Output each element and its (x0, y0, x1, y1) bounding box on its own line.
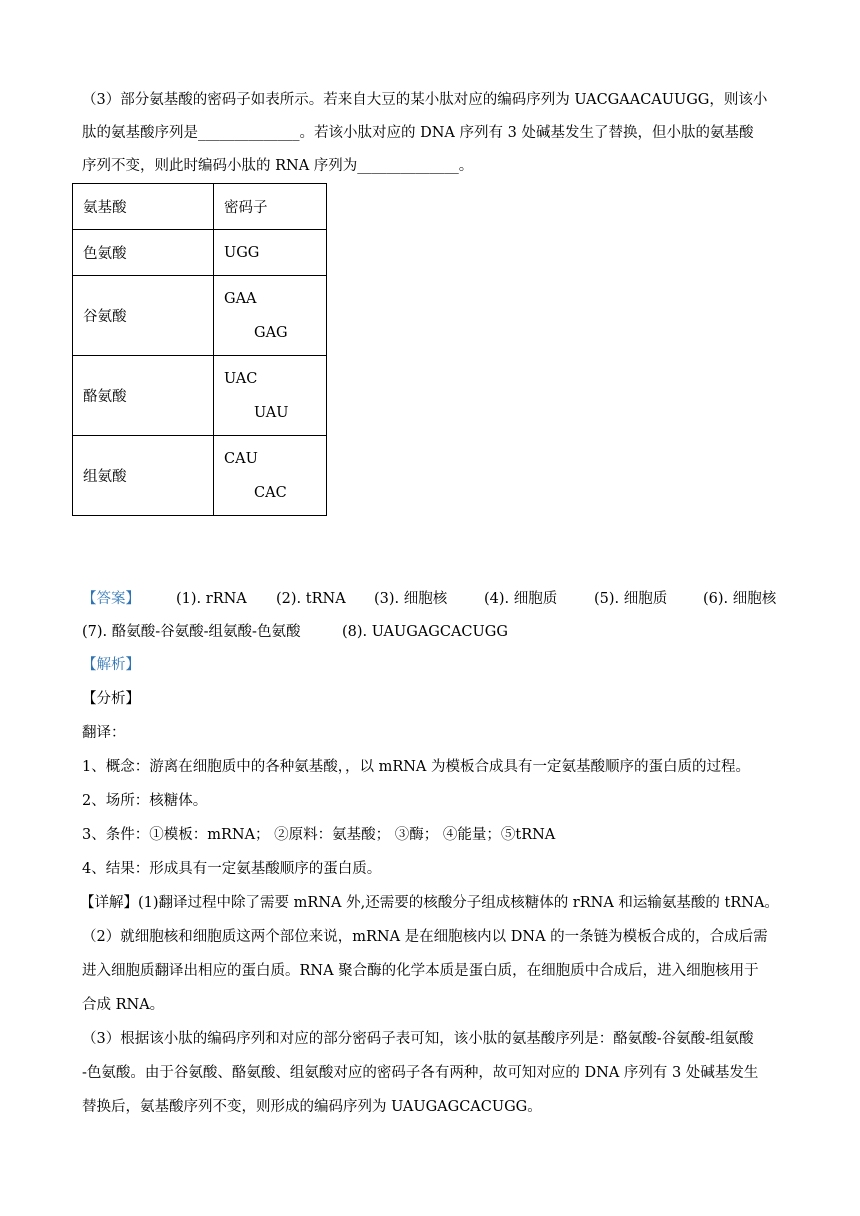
detail-text: (1)翻译过程中除了需要 mRNA 外,还需要的核酸分子组成核糖体的 rRNA 和运输氨基酸的 tRNA。 (138, 895, 779, 911)
table-row (73, 436, 327, 516)
table-row (73, 356, 327, 436)
codon: GAG (254, 324, 288, 341)
answer-tag: 【答案】 (82, 591, 140, 607)
codon-cell (214, 230, 327, 276)
codon: CAC (254, 484, 287, 501)
amino-cell: 酪氨酸 (73, 356, 214, 436)
analysis-title: 翻译： (82, 725, 126, 741)
table-header-amino: 氨基酸 (73, 184, 214, 230)
answer-item: (5). 细胞质 (594, 591, 668, 607)
analysis-point: 3、条件：①模板：mRNA； ②原料：氨基酸； ③酶； ④能量；⑤tRNA (82, 827, 556, 843)
analysis-tag: 【解析】 (82, 657, 140, 673)
detail-line: （3）根据该小肽的编码序列和对应的部分密码子表可知，该小肽的氨基酸序列是：酪氨酸-谷氨酸-组氨酸 (82, 1031, 754, 1047)
codon: CAU (224, 450, 258, 467)
answer-item: (2). tRNA (276, 591, 346, 607)
codon: UAU (254, 404, 289, 421)
table-row (73, 276, 327, 356)
answer-item: (8). UAUGAGCACUGG (342, 624, 508, 640)
detail-line: -色氨酸。由于谷氨酸、酪氨酸、组氨酸对应的密码子各有两种，故可知对应的 DNA 序列有 3 处碱基发生 (82, 1065, 759, 1081)
detail-line: （2）就细胞核和细胞质这两个部位来说，mRNA 是在细胞核内以 DNA 的一条链为模板合成的，合成后需 (82, 929, 768, 945)
detail-paragraph-1 (80, 893, 779, 913)
table-header-row (73, 184, 327, 230)
table-row (73, 230, 327, 276)
codon: GAA (224, 290, 257, 307)
analysis-sub-tag: 【分析】 (82, 691, 140, 707)
codon: UGG (224, 244, 260, 261)
answer-item: (1). rRNA (176, 591, 247, 607)
question-line-3: 序列不变，则此时编码小肽的 RNA 序列为______________。 (82, 158, 474, 174)
analysis-point: 2、场所：核糖体。 (82, 793, 208, 809)
amino-cell: 色氨酸 (73, 230, 214, 276)
answer-item: (7). 酪氨酸-谷氨酸-组氨酸-色氨酸 (82, 624, 301, 640)
analysis-point: 1、概念：游离在细胞质中的各种氨基酸，，以 mRNA 为模板合成具有一定氨基酸顺序的蛋白质的过程。 (82, 759, 751, 775)
answer-item: (3). 细胞核 (374, 591, 448, 607)
detail-line: 合成 RNA。 (82, 997, 165, 1013)
answer-item: (4). 细胞质 (484, 591, 558, 607)
codon-cell (214, 356, 327, 436)
amino-cell: 组氨酸 (73, 436, 214, 516)
codon: UAC (224, 370, 258, 387)
codon-cell (214, 276, 327, 356)
codon-cell (214, 436, 327, 516)
detail-tag: 【详解】 (80, 895, 138, 911)
question-line-2: 肽的氨基酸序列是______________。若该小肽对应的 DNA 序列有 3 处碱基发生了替换，但小肽的氨基酸 (82, 125, 754, 141)
detail-line: 替换后，氨基酸序列不变，则形成的编码序列为 UAUGAGCACUGG。 (82, 1099, 542, 1115)
analysis-point: 4、结果：形成具有一定氨基酸顺序的蛋白质。 (82, 861, 382, 877)
detail-line: 进入细胞质翻译出相应的蛋白质。RNA 聚合酶的化学本质是蛋白质，在细胞质中合成后，进入细胞核用于 (82, 963, 759, 979)
question-line-1: （3）部分氨基酸的密码子如表所示。若来自大豆的某小肽对应的编码序列为 UACGAACAUUGG，则该小 (82, 92, 768, 108)
table-header-codon: 密码子 (214, 184, 327, 230)
amino-cell: 谷氨酸 (73, 276, 214, 356)
answer-item: (6). 细胞核 (703, 591, 777, 607)
codon-table (72, 183, 327, 516)
